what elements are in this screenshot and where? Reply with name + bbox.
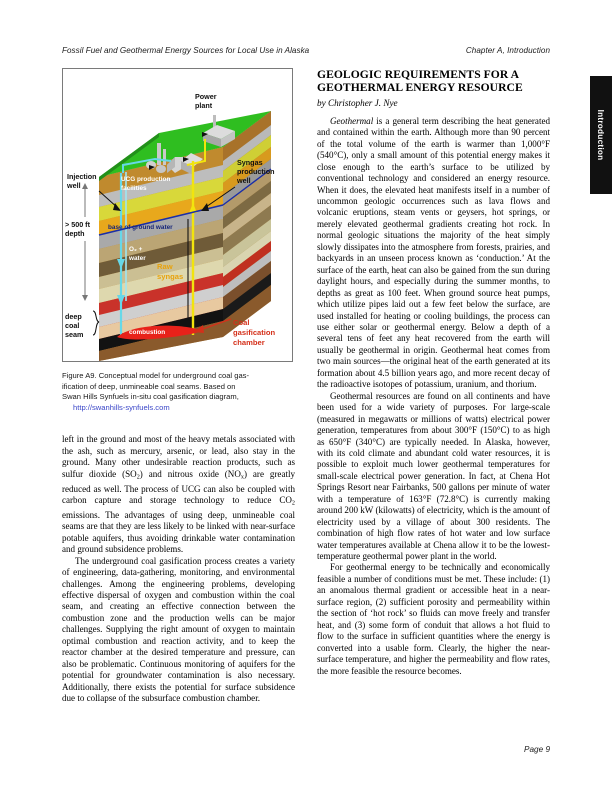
label-o2-water-line1: O₂ + xyxy=(129,246,143,253)
right-column xyxy=(317,68,550,677)
label-base-of-ground-water: base of ground water xyxy=(108,224,173,231)
label-ucg-line2: facilities xyxy=(121,185,147,192)
label-gasification-line3: chamber xyxy=(233,338,265,347)
label-combustion: combustion xyxy=(129,329,166,336)
caption-line-3: Swan Hills Synfuels in-situ coal gasification diagram, xyxy=(62,392,239,402)
label-ucg-line1: UCG production xyxy=(121,176,171,183)
label-raw-syngas-line2: syngas xyxy=(157,272,184,281)
label-deep-coal-seam-line1: deep xyxy=(65,312,82,321)
section-heading-line2: GEOTHERMAL ENERGY RESOURCE xyxy=(317,81,523,95)
caption-source-url[interactable]: http://swanhills-synfuels.com xyxy=(73,402,170,412)
label-syngas-well-line3: well xyxy=(237,176,251,185)
label-injection-well-line2: well xyxy=(67,181,81,190)
caption-line-2: ification of deep, unmineable coal seams. Based on xyxy=(62,381,236,391)
label-syngas-well-line2: production xyxy=(237,167,275,176)
para1-part1: left in the ground and most of the heavy metals associated with the ash, such as mercury, arsenic, or lead, also stay in the ground. Many other undesirable reaction products, such as sulfur dioxide (SO xyxy=(62,434,295,479)
label-power-plant-line1: Power xyxy=(195,92,217,101)
running-head-left: Fossil Fuel and Geothermal Energy Sources for Local Use in Alaska xyxy=(62,46,310,55)
label-o2-water-line2: water xyxy=(129,255,146,262)
block-right-face xyxy=(223,111,271,337)
para1-sub-x: x xyxy=(240,474,244,481)
label-gasification-line2: gasification xyxy=(233,328,276,337)
ucg-diagram-svg xyxy=(63,69,292,361)
para1-rest: is a general term describing the heat generated and contained within the earth. Although more than 90 percent of the total volume of the earth is warmer than 1,000°F (540°C), only a small amount of this potential energy makes it close enough to the earth’s surface to be utilized by conventional technology and considered an energy resource. When it does, the elevated heat manifests itself in a number of uncommon geologic occurrences such as lava flows and volcanic eruptions, steam vents or geysers, hot springs, or merely elevated geothermal gradients creating hot rock. In normal geologic situations the majority of the heat simply slowly dissipates into the atmosphere from forests, prairies, and backyards in an unseen process known as ‘conduction.’ At the surface of the earth, heat can also be gained from the sun during daylight hours, and especially during the summer months, to depths as great as 100 feet. When ground source heat pumps, which utilize pipes laid out a few feet below the surface, are used installed for heating or cooling buildings, the process can use either solar or geothermal energy. Below a depth of a several tens of feet any heat recovered from the earth will usually be geothermal in origin. Geothermal heat comes from two main sources—the original heat of the earth generated at its formation about 4.5 billion years ago, and more recent decay of the radioactive isotopes of potassium, uranium, and thorium. xyxy=(317,115,550,390)
para1-sub-co2: 2 xyxy=(291,500,295,507)
section-heading xyxy=(317,68,550,95)
deep-coal-seam-annotation xyxy=(65,311,99,339)
para1-part4: emissions. The advantages of using deep, unmineable coal seams are that they are less likely to be linked with near-surface potable aquifers, thus avoiding drinkable water contamination and ground subsidence problems. xyxy=(62,509,295,555)
callout-power-plant xyxy=(195,92,217,110)
paragraph-continued xyxy=(62,434,295,555)
caption-line-1: Figure A9. Conceptual model for underground coal gas- xyxy=(62,371,250,380)
paragraph-ucg-challenges: The underground coal gasification process creates a variety of engineering, data-gathering, monitoring, and environmental challenges. Among the engineering problems, developing effective dispersal of oxygen and combustion within the coal seam, and creating an effective connection between the combustion zone and the production wells can be major challenges. Supplying the right amount of oxygen to maintain optimal combustion and reaction activity, and to keep the reactor chamber at the desired temperature and pressure, can also be problematic. Continuous monitoring of aquifers for the potential for groundwater contamination is also necessary. Additionally, there exists the potential for surface subsidence due to collapse of the subsurface combustion chamber. xyxy=(62,555,295,704)
para1-part3: ) are greatly reduced as well. The process of UCG can also be coupled with carbon capture and storage technology to reduce CO xyxy=(62,468,296,505)
label-power-plant-line2: plant xyxy=(195,101,213,110)
right-column-body xyxy=(317,116,550,677)
label-deep-coal-seam-line3: seam xyxy=(65,330,84,339)
left-column-body xyxy=(62,434,295,704)
para1-sub-2: 2 xyxy=(136,474,140,481)
running-head xyxy=(62,46,550,55)
paragraph-feasibility-conditions: For geothermal energy to be technically and economically feasible a number of conditions must be met. These include: (1) an anomalous thermal gradient or accessible heat in a near-surface region, (2) sufficient porosity and permeability within the section of ‘hot rock’ so fluids can move freely and transfer heat, and (3) some form of conduit that allows a hot fluid to flow to the surface in sufficient quantities where the energy is converted into a usable form. Clearly, the higher the near-surface temperature, and higher the permeability and flow rates, the more feasible the resource becomes. xyxy=(317,562,550,676)
figure-a9 xyxy=(62,68,293,362)
section-byline: by Christopher J. Nye xyxy=(317,97,398,108)
label-depth-line2: depth xyxy=(65,229,85,238)
section-heading-line1: GEOLOGIC REQUIREMENTS FOR A xyxy=(317,68,520,81)
paragraph-geothermal-definition xyxy=(317,116,550,391)
figure-caption xyxy=(62,371,295,413)
label-injection-well-line1: Injection xyxy=(67,172,97,181)
label-deep-coal-seam-line2: coal xyxy=(65,321,80,330)
page-footer xyxy=(62,745,550,754)
para1-part2: ) and nitrous oxide (NO xyxy=(139,468,241,479)
chapter-side-tab xyxy=(590,76,612,194)
depth-annotation xyxy=(65,183,91,301)
term-geothermal: Geothermal xyxy=(330,115,374,126)
running-head-right: Chapter A, Introduction xyxy=(465,46,550,55)
label-gasification-line1: Coal xyxy=(233,318,250,327)
label-depth-line1: > 500 ft xyxy=(65,220,90,229)
label-raw-syngas-line1: Raw xyxy=(157,262,173,271)
page-number: Page 9 xyxy=(524,745,550,754)
paragraph-geothermal-resources: Geothermal resources are found on all continents and have been used for a wide variety of purposes. For large-scale (measured in megawatts or millions of watts) electrical power generation, temperatures from about 300°F (150°C) to as high as 650°F (340°C) are typically needed. In Alaska, however, with its cold climate and abundant cold water resources, it is possible to exploit much lower geothermal temperatures for small-scale electrical power generation. In fact, at Chena Hot Springs Resort near Fairbanks, 500 gallons per minute of water with a temperature of 163°F (72.8°C) is currently making around 200 kW (kilowatts) of electricity, which is the amount of electricity used by a village of about 300 residents. The combination of high flow rates of hot water and low surface water temperatures available at Chena allow it to be the lowest-temperature geothermal power plant in the world. xyxy=(317,390,550,562)
left-column xyxy=(62,68,295,704)
chapter-side-tab-label: Introduction xyxy=(596,109,606,161)
label-syngas-well-line1: Syngas xyxy=(237,158,263,167)
